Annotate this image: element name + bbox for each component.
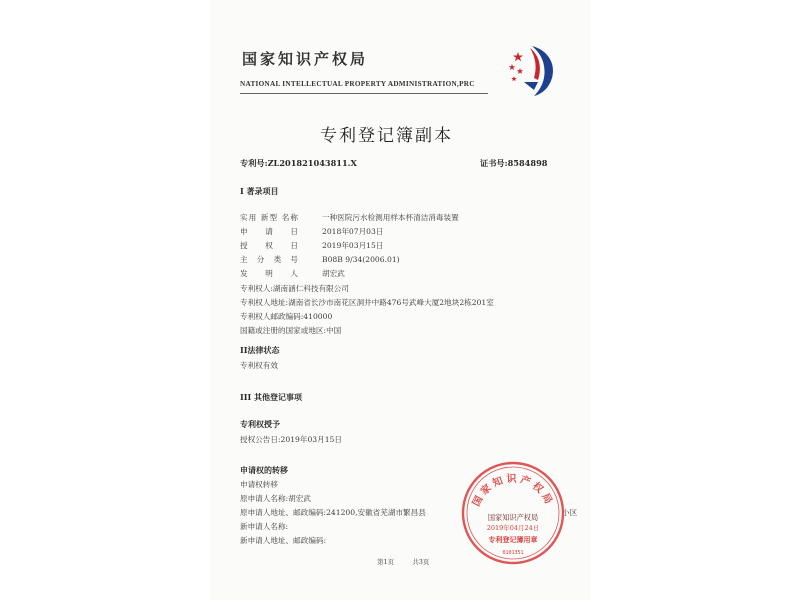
transfer-line: 申请权转移 [240, 480, 278, 489]
certificate-number: 证书号:8584898 [480, 158, 548, 168]
transfer-line: 新申请人地址、邮政编码: [240, 536, 327, 545]
header-divider [240, 93, 488, 94]
patent-number: 专利号:ZL201821043811.X [240, 158, 357, 168]
official-seal [460, 460, 566, 566]
section-3-heading: III 其他登记事项 [240, 392, 303, 402]
section-1-heading: I 著录项目 [240, 186, 279, 196]
holder-address: 专利权人地址:湖南省长沙市南花区洞井中路476号武峰大厦2地块2栋201室 [240, 298, 494, 307]
seal-arc-text: 国家知识产权局 [471, 474, 555, 509]
transfer-line: 原申请人名称:胡宏武 [240, 494, 311, 503]
transfer-line: 新申请人名称: [240, 522, 289, 531]
holder-postcode: 专利权人邮政编码:410000 [240, 312, 333, 321]
transfer-line: 原申请人地址、邮政编码:241200,安徽省芜湖市繁昌县 [240, 508, 426, 517]
field-value: 一种医院污水检测用样本杯清洁消毒装置 [322, 213, 459, 222]
holder-name: 专利权人:湖南涵仁科技有限公司 [240, 284, 349, 293]
field-label: 主 分 类 号 [240, 255, 298, 264]
field-value: 胡宏武 [322, 269, 345, 278]
field-label: 发 明 人 [240, 269, 298, 278]
page-footer [377, 557, 429, 566]
section-2-heading: II法律状态 [240, 345, 280, 355]
field-label: 授 权 日 [240, 241, 298, 250]
document-title: 专利登记簿副本 [320, 126, 453, 146]
seal-line-1: 国家知识产权局 [487, 513, 539, 522]
legal-status: 专利权有效 [240, 361, 278, 370]
page-total: 共3页 [412, 558, 430, 566]
transfer-line-tail: 小区 [562, 508, 578, 517]
seal-line-3: 专利登记簿用章 [488, 535, 538, 544]
grant-date: 授权公告日:2019年03月15日 [240, 435, 342, 444]
transfer-heading: 申请权的转移 [240, 465, 288, 475]
field-value: B08B 9/34(2006.01) [322, 255, 400, 264]
field-label: 申 请 日 [240, 227, 298, 236]
grant-heading: 专利权授予 [240, 419, 280, 429]
seal-date: 2019年04月24日 [486, 524, 540, 532]
field-value: 2019年03月15日 [322, 241, 384, 250]
cnipa-logo-icon [504, 38, 564, 98]
document-page [212, 0, 589, 600]
org-name-en: NATIONAL INTELLECTUAL PROPERTY ADMINISTRATION,PRC [240, 80, 475, 88]
page-number: 第1页 [377, 558, 395, 566]
field-value: 2018年07月03日 [322, 227, 384, 236]
bibliographic-field [240, 261, 345, 280]
seal-serial: 0101351 [502, 550, 524, 556]
org-name-cn: 国家知识产权局 [242, 50, 369, 68]
holder-country: 国籍或注册的国家或地区:中国 [240, 326, 342, 335]
field-label: 实用 新型 名称 [240, 213, 298, 222]
